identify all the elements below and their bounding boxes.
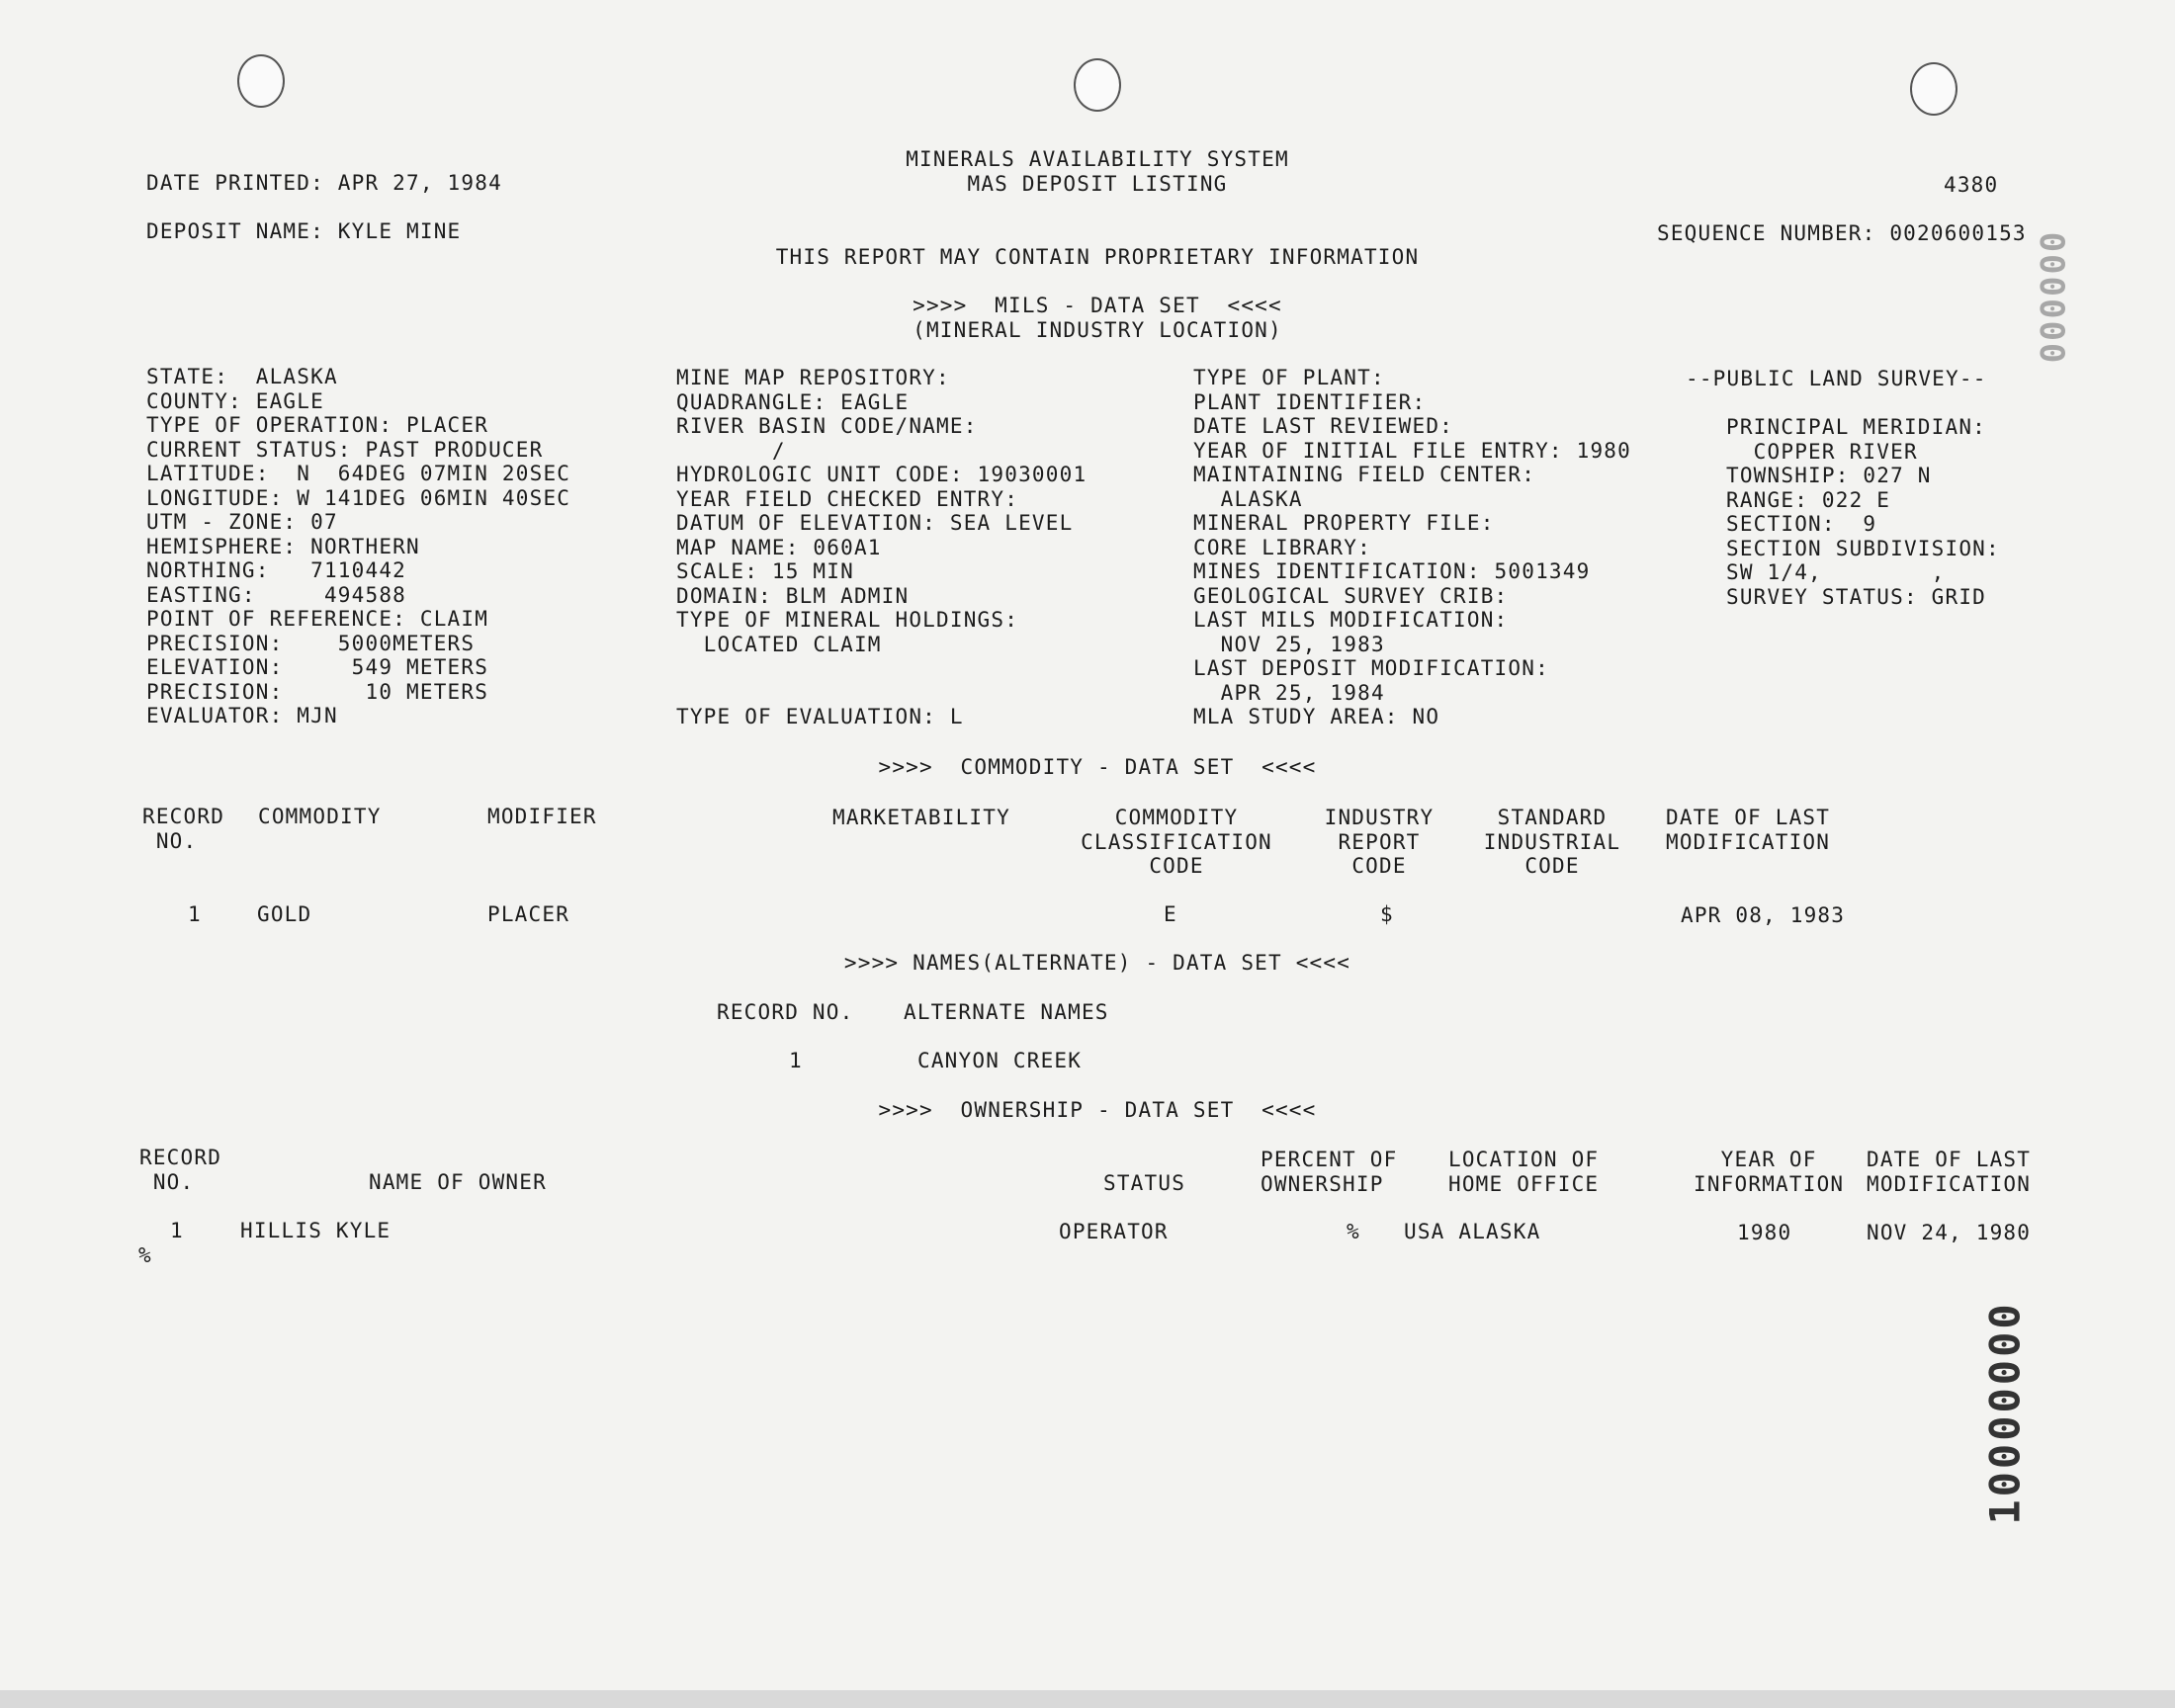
- ownership-header-owner: NAME OF OWNER: [369, 1170, 547, 1194]
- mils-field: UTM - ZONE: 07: [146, 510, 338, 534]
- owner-percent: %: [1347, 1220, 1360, 1243]
- margin-stamp-bottom: 10000000: [1980, 1301, 2030, 1525]
- commodity-header-modifier: MODIFIER: [487, 805, 597, 828]
- date-printed: DATE PRINTED: APR 27, 1984: [146, 171, 502, 195]
- mils-column-plant: [1193, 366, 1631, 729]
- mils-field: MAP NAME: 060A1: [676, 535, 882, 559]
- mils-field: DOMAIN: BLM ADMIN: [676, 583, 910, 608]
- mils-field: HYDROLOGIC UNIT CODE: 19030001: [676, 463, 1088, 486]
- ownership-header-date-mod: DATE OF LAST MODIFICATION: [1867, 1148, 2032, 1196]
- mils-field: YEAR OF INITIAL FILE ENTRY: 1980: [1193, 438, 1631, 463]
- names-header-names: ALTERNATE NAMES: [904, 1000, 1109, 1024]
- mils-field: SCALE: 15 MIN: [676, 559, 854, 583]
- margin-stamp-top: 000000: [2034, 229, 2074, 364]
- mils-field: RANGE: 022 E: [1726, 487, 1891, 512]
- mils-field: TOWNSHIP: 027 N: [1726, 464, 1932, 487]
- names-header-record: RECORD NO.: [717, 1000, 854, 1024]
- mils-field: TYPE OF MINERAL HOLDINGS:: [676, 608, 1019, 632]
- commodity-modifier: PLACER: [487, 902, 570, 926]
- owner-year: 1980: [1737, 1221, 1792, 1244]
- commodity-header-record: RECORD NO.: [142, 805, 225, 853]
- mils-field: APR 25, 1984: [1193, 680, 1385, 705]
- mils-field: LAST MILS MODIFICATION:: [1193, 608, 1509, 632]
- mils-field: LONGITUDE: W 141DEG 06MIN 40SEC: [146, 485, 571, 510]
- mils-field: MINE MAP REPOSITORY:: [676, 366, 950, 389]
- mils-field: [676, 681, 1087, 706]
- mils-field: DATUM OF ELEVATION: SEA LEVEL: [676, 511, 1074, 535]
- mils-field: MLA STUDY AREA: NO: [1193, 705, 1440, 728]
- mils-field: NOV 25, 1983: [1193, 632, 1385, 656]
- mils-field: PRINCIPAL MERIDIAN:: [1726, 415, 1987, 439]
- mils-field: MAINTAINING FIELD CENTER:: [1193, 463, 1536, 486]
- page-code: 4380: [1944, 173, 1999, 197]
- owner-status: OPERATOR: [1059, 1220, 1169, 1243]
- names-record-no: 1: [789, 1049, 803, 1072]
- commodity-record-no: 1: [188, 902, 202, 926]
- mils-field: EASTING: 494588: [146, 582, 407, 607]
- deposit-name: DEPOSIT NAME: KYLE MINE: [146, 219, 462, 243]
- mils-column-location: [146, 365, 570, 728]
- ownership-header-record: RECORD NO.: [139, 1146, 222, 1194]
- mils-field: SECTION: 9: [1726, 512, 1877, 536]
- mils-field: TYPE OF PLANT:: [1193, 366, 1385, 389]
- mils-field: CORE LIBRARY:: [1193, 535, 1371, 559]
- mils-field: QUADRANGLE: EAGLE: [676, 389, 910, 414]
- mils-field: PRECISION: 10 METERS: [146, 679, 489, 704]
- mils-field: LOCATED CLAIM: [676, 632, 882, 656]
- mils-field: GEOLOGICAL SURVEY CRIB:: [1193, 583, 1509, 608]
- mils-field: SW 1/4, ,: [1726, 560, 1946, 584]
- mils-field: [676, 656, 1087, 681]
- mils-column-map: [676, 366, 1087, 729]
- mils-field: SECTION SUBDIVISION:: [1726, 536, 2000, 560]
- owner-location: USA ALASKA: [1404, 1220, 1541, 1243]
- commodity-header-date-mod: DATE OF LAST MODIFICATION: [1666, 806, 1831, 854]
- commodity-header-industry-report: INDUSTRY REPORT CODE: [1324, 806, 1435, 878]
- mils-field: MINERAL PROPERTY FILE:: [1193, 511, 1495, 535]
- ownership-header-year: YEAR OF INFORMATION: [1694, 1148, 1845, 1196]
- ownership-header-status: STATUS: [1103, 1171, 1186, 1195]
- ownership-record-no: 1: [170, 1219, 184, 1242]
- commodity-header-classification: COMMODITY CLASSIFICATION CODE: [1081, 806, 1272, 878]
- mils-field: DATE LAST REVIEWED:: [1193, 414, 1454, 438]
- mils-field: COPPER RIVER: [1726, 439, 1918, 464]
- mils-field: LAST DEPOSIT MODIFICATION:: [1193, 656, 1549, 680]
- owner-name: HILLIS KYLE: [240, 1219, 392, 1242]
- mils-field: ELEVATION: 549 METERS: [146, 655, 489, 679]
- ownership-header-location: LOCATION OF HOME OFFICE: [1448, 1148, 1600, 1196]
- public-land-survey-heading: --PUBLIC LAND SURVEY--: [1686, 367, 1987, 390]
- mils-field: STATE: ALASKA: [146, 365, 338, 388]
- listing-title: MAS DEPOSIT LISTING: [967, 172, 1228, 196]
- proprietary-notice: THIS REPORT MAY CONTAIN PROPRIETARY INFORMATION: [775, 245, 1420, 269]
- binder-hole-right: [1910, 62, 1958, 116]
- scan-edge: [0, 1690, 2175, 1708]
- mils-field: POINT OF REFERENCE: CLAIM: [146, 607, 489, 631]
- commodity-heading: >>>> COMMODITY - DATA SET <<<<: [878, 755, 1317, 779]
- mils-column-survey: [1726, 415, 2000, 609]
- commodity-date-mod: APR 08, 1983: [1681, 903, 1846, 927]
- mils-field: PRECISION: 5000METERS: [146, 631, 476, 655]
- mils-field: ALASKA: [1193, 486, 1303, 511]
- ownership-heading: >>>> OWNERSHIP - DATA SET <<<<: [878, 1098, 1317, 1122]
- alternate-name: CANYON CREEK: [917, 1049, 1083, 1072]
- mils-field: MINES IDENTIFICATION: 5001349: [1193, 559, 1591, 583]
- mils-heading: >>>> MILS - DATA SET <<<<: [913, 294, 1282, 317]
- binder-hole-left: [237, 54, 285, 108]
- mils-field: SURVEY STATUS: GRID: [1726, 584, 1987, 609]
- ownership-footnote: %: [138, 1243, 152, 1267]
- mils-field: CURRENT STATUS: PAST PRODUCER: [146, 437, 544, 462]
- commodity-header-marketability: MARKETABILITY: [832, 806, 1010, 829]
- system-title: MINERALS AVAILABILITY SYSTEM: [906, 147, 1289, 171]
- mils-field: TYPE OF EVALUATION: L: [676, 705, 964, 728]
- commodity-industry-report: $: [1380, 902, 1394, 926]
- mils-field: NORTHING: 7110442: [146, 558, 407, 582]
- ownership-header-percent: PERCENT OF OWNERSHIP: [1261, 1148, 1398, 1196]
- mils-field: LATITUDE: N 64DEG 07MIN 20SEC: [146, 462, 571, 485]
- mils-field: PLANT IDENTIFIER:: [1193, 389, 1427, 414]
- mils-subheading: (MINERAL INDUSTRY LOCATION): [913, 318, 1282, 342]
- names-heading: >>>> NAMES(ALTERNATE) - DATA SET <<<<: [843, 951, 1351, 975]
- mils-field: /: [676, 438, 786, 463]
- commodity-name: GOLD: [257, 902, 312, 926]
- mils-field: COUNTY: EAGLE: [146, 388, 324, 413]
- sequence-number: SEQUENCE NUMBER: 0020600153: [1657, 221, 2027, 245]
- mils-field: RIVER BASIN CODE/NAME:: [676, 414, 978, 438]
- commodity-classification: E: [1164, 902, 1177, 926]
- commodity-header-sic: STANDARD INDUSTRIAL CODE: [1483, 806, 1621, 878]
- mils-field: TYPE OF OPERATION: PLACER: [146, 413, 489, 437]
- mils-field: HEMISPHERE: NORTHERN: [146, 534, 420, 558]
- mils-field: YEAR FIELD CHECKED ENTRY:: [676, 486, 1019, 511]
- commodity-header-commodity: COMMODITY: [258, 805, 382, 828]
- binder-hole-center: [1074, 58, 1121, 112]
- mils-field: EVALUATOR: MJN: [146, 704, 338, 727]
- owner-date-mod: NOV 24, 1980: [1867, 1221, 2032, 1244]
